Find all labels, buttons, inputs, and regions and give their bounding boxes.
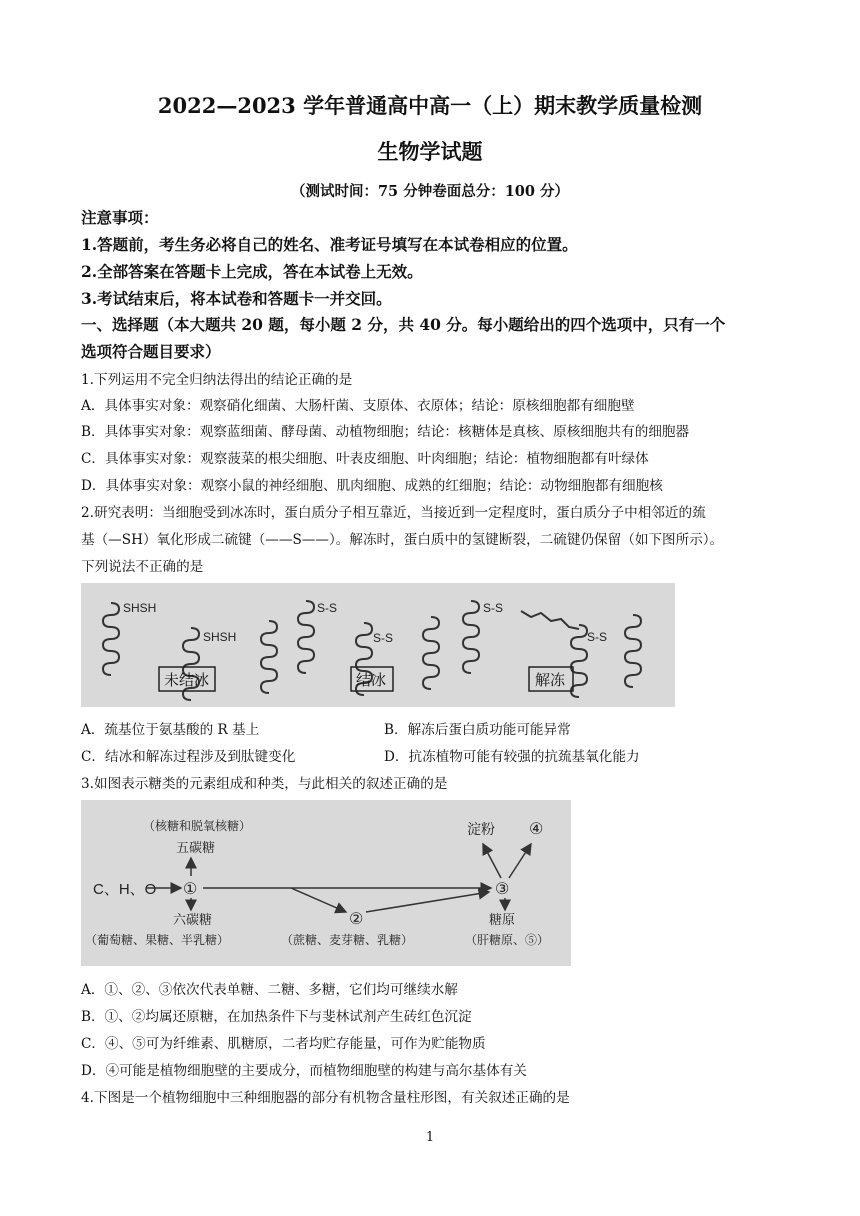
q2-option-b: B．解冻后蛋白质功能可能异常 [384, 722, 571, 738]
page-number: 1 [425, 1130, 435, 1145]
node-4: ④ [529, 819, 544, 838]
thaw-label: 解冻 [535, 671, 566, 689]
sugar-figure [81, 800, 571, 966]
shsh-label: SHSH [203, 630, 237, 644]
pentose-note: （核糖和脱氧核糖） [143, 819, 252, 833]
exam-info: （测试时间：75 分钟卷面总分：100 分） [290, 183, 570, 200]
ss-label: S-S [483, 601, 504, 615]
q3-stem: 3.如图表示糖类的元素组成和种类，与此相关的叙述正确的是 [81, 776, 448, 792]
elements-label: C、H、O [93, 881, 157, 898]
node-3: ③ [495, 879, 510, 898]
q1-option-b: B．具体事实对象：观察蓝细菌、酵母菌、动植物细胞；结论：核糖体是真核、原核细胞共有的细胞器 [81, 424, 690, 440]
protein-freeze-figure [81, 583, 675, 707]
q2-stem-line: 下列说法不正确的是 [81, 559, 204, 575]
unfrozen-label: 未结冰 [164, 671, 210, 689]
node-1: ① [183, 879, 198, 898]
glycogen-note: （肝糖原、⑤） [465, 933, 550, 947]
hexose-note: （葡萄糖、果糖、半乳糖） [85, 933, 230, 947]
q1-option-c: C．具体事实对象：观察菠菜的根尖细胞、叶表皮细胞、叶肉细胞；结论：植物细胞都有叶绿体 [81, 451, 649, 467]
q4-stem: 4.下图是一个植物细胞中三种细胞器的部分有机物含量柱形图，有关叙述正确的是 [81, 1090, 570, 1106]
ss-label: S-S [373, 631, 394, 645]
q2-stem-line: 2.研究表明：当细胞受到冰冻时，蛋白质分子相互靠近，当接近到一定程度时，蛋白质分子中相邻近的巯 [81, 505, 706, 521]
hexose-label: 六碳糖 [173, 913, 213, 928]
note-item: 1.答题前，考生务必将自己的姓名、准考证号填写在本试卷相应的位置。 [81, 235, 578, 254]
q2-option-d: D．抗冻植物可能有较强的抗巯基氧化能力 [384, 749, 640, 765]
q3-option-c: C．④、⑤可为纤维素、肌糖原，二者均贮存能量，可作为贮能物质 [81, 1036, 486, 1052]
q2-option-c: C．结冰和解冻过程涉及到肽键变化 [81, 749, 296, 765]
exam-title: 2022—2023 学年普通高中高一（上）期末教学质量检测 [157, 93, 703, 118]
subject-title: 生物学试题 [377, 139, 483, 164]
q1-option-a: A．具体事实对象：观察硝化细菌、大肠杆菌、支原体、衣原体；结论：原核细胞都有细胞壁 [81, 398, 635, 414]
note-item: 3.考试结束后，将本试卷和答题卡一并交回。 [81, 289, 392, 308]
node-2: ② [349, 909, 364, 928]
ss-label: S-S [587, 630, 608, 644]
glycogen-label: 糖原 [489, 913, 516, 928]
q1-stem: 1.下列运用不完全归纳法得出的结论正确的是 [81, 372, 353, 388]
q3-option-a: A．①、②、③依次代表单糖、二糖、多糖，它们均可继续水解 [81, 982, 458, 998]
q3-option-b: B．①、②均属还原糖，在加热条件下与斐林试剂产生砖红色沉淀 [81, 1009, 472, 1025]
q2-option-a: A．巯基位于氨基酸的 R 基上 [81, 722, 260, 738]
section-heading: 一、选择题（本大题共 20 题，每小题 2 分，共 40 分。每小题给出的四个选项中，只有一个 [81, 315, 726, 334]
starch-label: 淀粉 [467, 822, 495, 838]
pentose-label: 五碳糖 [176, 841, 216, 856]
frozen-label: 结冰 [356, 671, 387, 689]
q3-option-d: D．④可能是植物细胞壁的主要成分，而植物细胞壁的构建与高尔基体有关 [81, 1063, 527, 1079]
note-item: 2.全部答案在答题卡上完成，答在本试卷上无效。 [81, 262, 423, 281]
ss-label: S-S [317, 601, 338, 615]
q2-stem-line: 基（—SH）氧化形成二硫键（——S——）。解冻时，蛋白质中的氢键断裂，二硫键仍保留（如下图所示）。 [81, 532, 724, 548]
disaccharide-note: （蔗糖、麦芽糖、乳糖） [281, 933, 414, 947]
notes-heading: 注意事项： [81, 208, 159, 227]
section-heading-cont: 选项符合题目要求） [81, 342, 221, 361]
shsh-label: SHSH [123, 601, 157, 615]
q1-option-d: D．具体事实对象：观察小鼠的神经细胞、肌肉细胞、成熟的红细胞；结论：动物细胞都有细胞核 [81, 478, 663, 494]
